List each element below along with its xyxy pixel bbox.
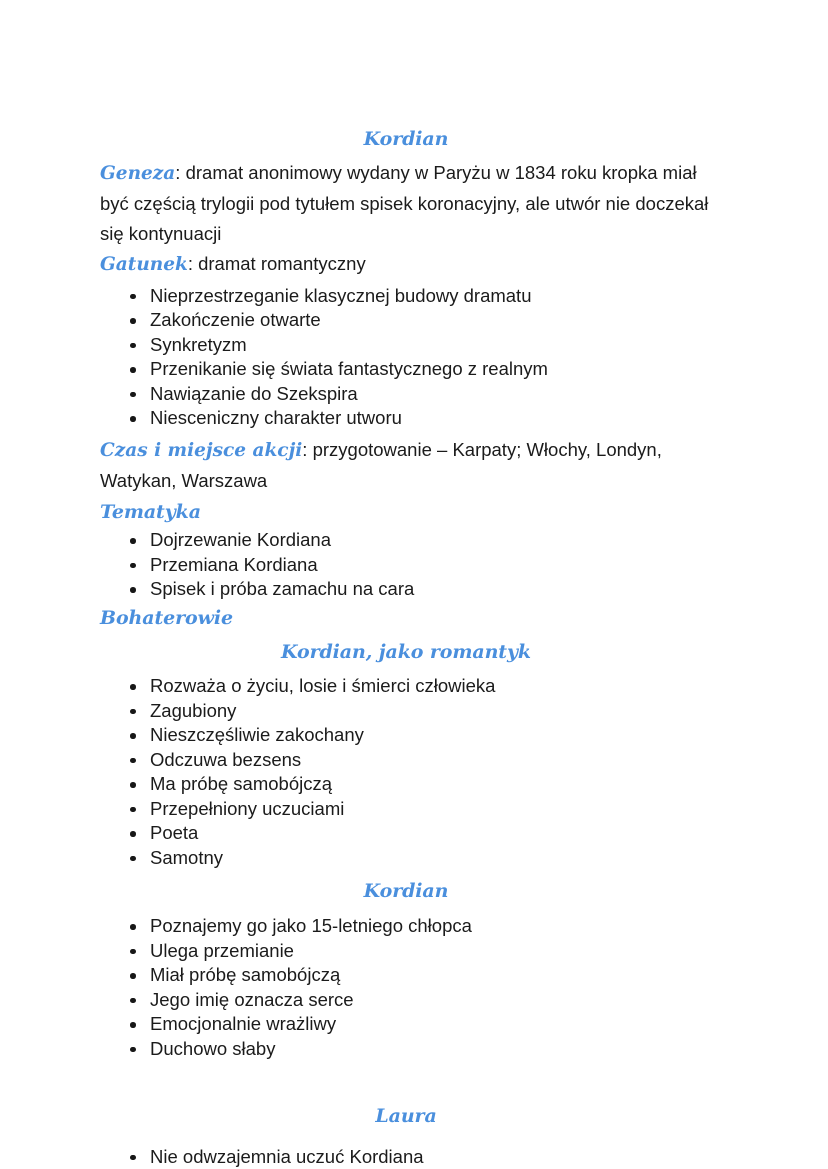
list-item: Duchowo słaby [100,1037,712,1061]
laura-list [100,1145,712,1169]
list-item: Przenikanie się świata fantastycznego z realnym [100,357,712,381]
section-heading-bohaterowie: Bohaterowie [100,606,233,629]
geneza-separator: : [175,161,186,183]
list-item: Poeta [100,821,712,845]
list-item: Nawiązanie do Szekspira [100,382,712,406]
list-item: Niesceniczny charakter utworu [100,406,712,430]
list-item: Miał próbę samobójczą [100,963,712,987]
list-item: Rozważa o życiu, losie i śmierci człowieka [100,674,712,698]
list-item: Nieszczęśliwie zakochany [100,723,712,747]
gatunek-label: Gatunek [100,253,188,275]
gatunek-paragraph [100,249,712,280]
list-item: Nie odwzajemnia uczuć Kordiana [100,1145,712,1169]
list-item: Spisek i próba zamachu na cara [100,577,712,601]
kordian-postac-list [100,914,712,1061]
list-item: Przepełniony uczuciami [100,797,712,821]
list-item: Poznajemy go jako 15-letniego chłopca [100,914,712,938]
list-item: Nieprzestrzeganie klasycznej budowy dramatu [100,284,712,308]
list-item: Ma próbę samobójczą [100,772,712,796]
czas-i-miejsce-separator: : [302,438,313,460]
section-heading-tematyka: Tematyka [100,500,201,523]
list-item: Odczuwa bezsens [100,748,712,772]
kordian-romantyk-list [100,674,712,870]
list-item: Zagubiony [100,699,712,723]
czas-i-miejsce-paragraph [100,435,712,496]
list-item: Samotny [100,846,712,870]
list-item: Jego imię oznacza serce [100,988,712,1012]
geneza-label: Geneza [100,162,176,184]
gatunek-list [100,284,712,431]
tematyka-list [100,528,712,601]
subsection-heading-kordian: Kordian [363,880,449,903]
page-title: Kordian [363,128,449,150]
list-item: Przemiana Kordiana [100,553,712,577]
subsection-heading-kordian-romantyk: Kordian, jako romantyk [281,640,531,663]
gatunek-text: dramat romantyczny [198,252,366,274]
czas-i-miejsce-text: przygotowanie – Karpaty; Włochy, Londyn, Watykan, Warszawa [100,438,662,491]
czas-i-miejsce-label: Czas i miejsce akcji [100,439,303,461]
list-item: Dojrzewanie Kordiana [100,528,712,552]
list-item: Ulega przemianie [100,939,712,963]
list-item: Emocjonalnie wrażliwy [100,1012,712,1036]
gatunek-separator: : [187,252,199,274]
note-content [100,128,712,1169]
geneza-paragraph [100,158,712,249]
subsection-heading-laura: Laura [375,1105,437,1128]
geneza-text: dramat anonimowy wydany w Paryżu w 1834 roku kropka miał być częścią trylogii pod tytułem spisek koronacyjny, ale utwór nie doczekał się kontynuacji [100,161,709,244]
list-item: Synkretyzm [100,333,712,357]
list-item: Zakończenie otwarte [100,308,712,332]
